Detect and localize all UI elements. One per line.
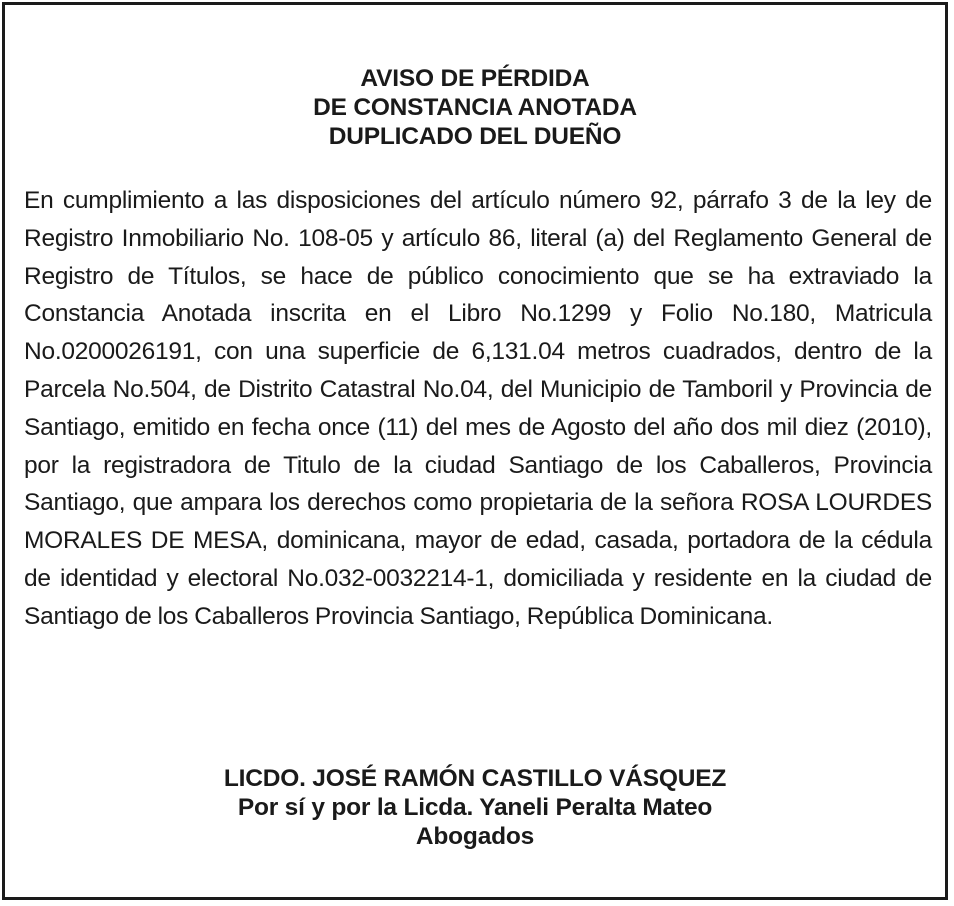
signer-role: Abogados [415,823,535,850]
title-line: AVISO DE PÉRDIDA [360,65,590,92]
signer-co-attorney: Por sí y por la Licda. Yaneli Peralta Mateo [237,794,713,821]
title-line: DUPLICADO DEL DUEÑO [328,123,622,150]
title-line: DE CONSTANCIA ANOTADA [313,94,637,121]
notice-title [5,64,945,151]
notice-body: En cumplimiento a las disposiciones del artículo número 92, párrafo 3 de la ley de Registro Inmobiliario No. 108-05 y artículo 86, literal (a) del Reglamento General de Registro de Títulos, se hace de público conocimiento que se ha extraviado la Constancia Anotada inscrita en el Libro No.1299 y Folio No.180, Matricula No.0200026191, con una superficie de 6,131.04 metros cuadrados, dentro de la Parcela No.504, de Distrito Catastral No.04, del Municipio de Tamboril y Provincia de Santiago, emitido en fecha once (11) del mes de Agosto del año dos mil diez (2010), por la registradora de Titulo de la ciudad Santiago de los Caballeros, Provincia Santiago, que ampara los derechos como propietaria de la señora ROSA LOURDES MORALES DE MESA, dominicana, mayor de edad, casada, portadora de la cédula de identidad y electoral No.032-0032214-1, domiciliada y residente en la ciudad de Santiago de los Caballeros Provincia Santiago, República Dominicana. [24,187,932,630]
signer-name: LICDO. JOSÉ RAMÓN CASTILLO VÁSQUEZ [223,765,727,792]
signature-block [5,764,945,851]
notice-frame [2,2,948,900]
